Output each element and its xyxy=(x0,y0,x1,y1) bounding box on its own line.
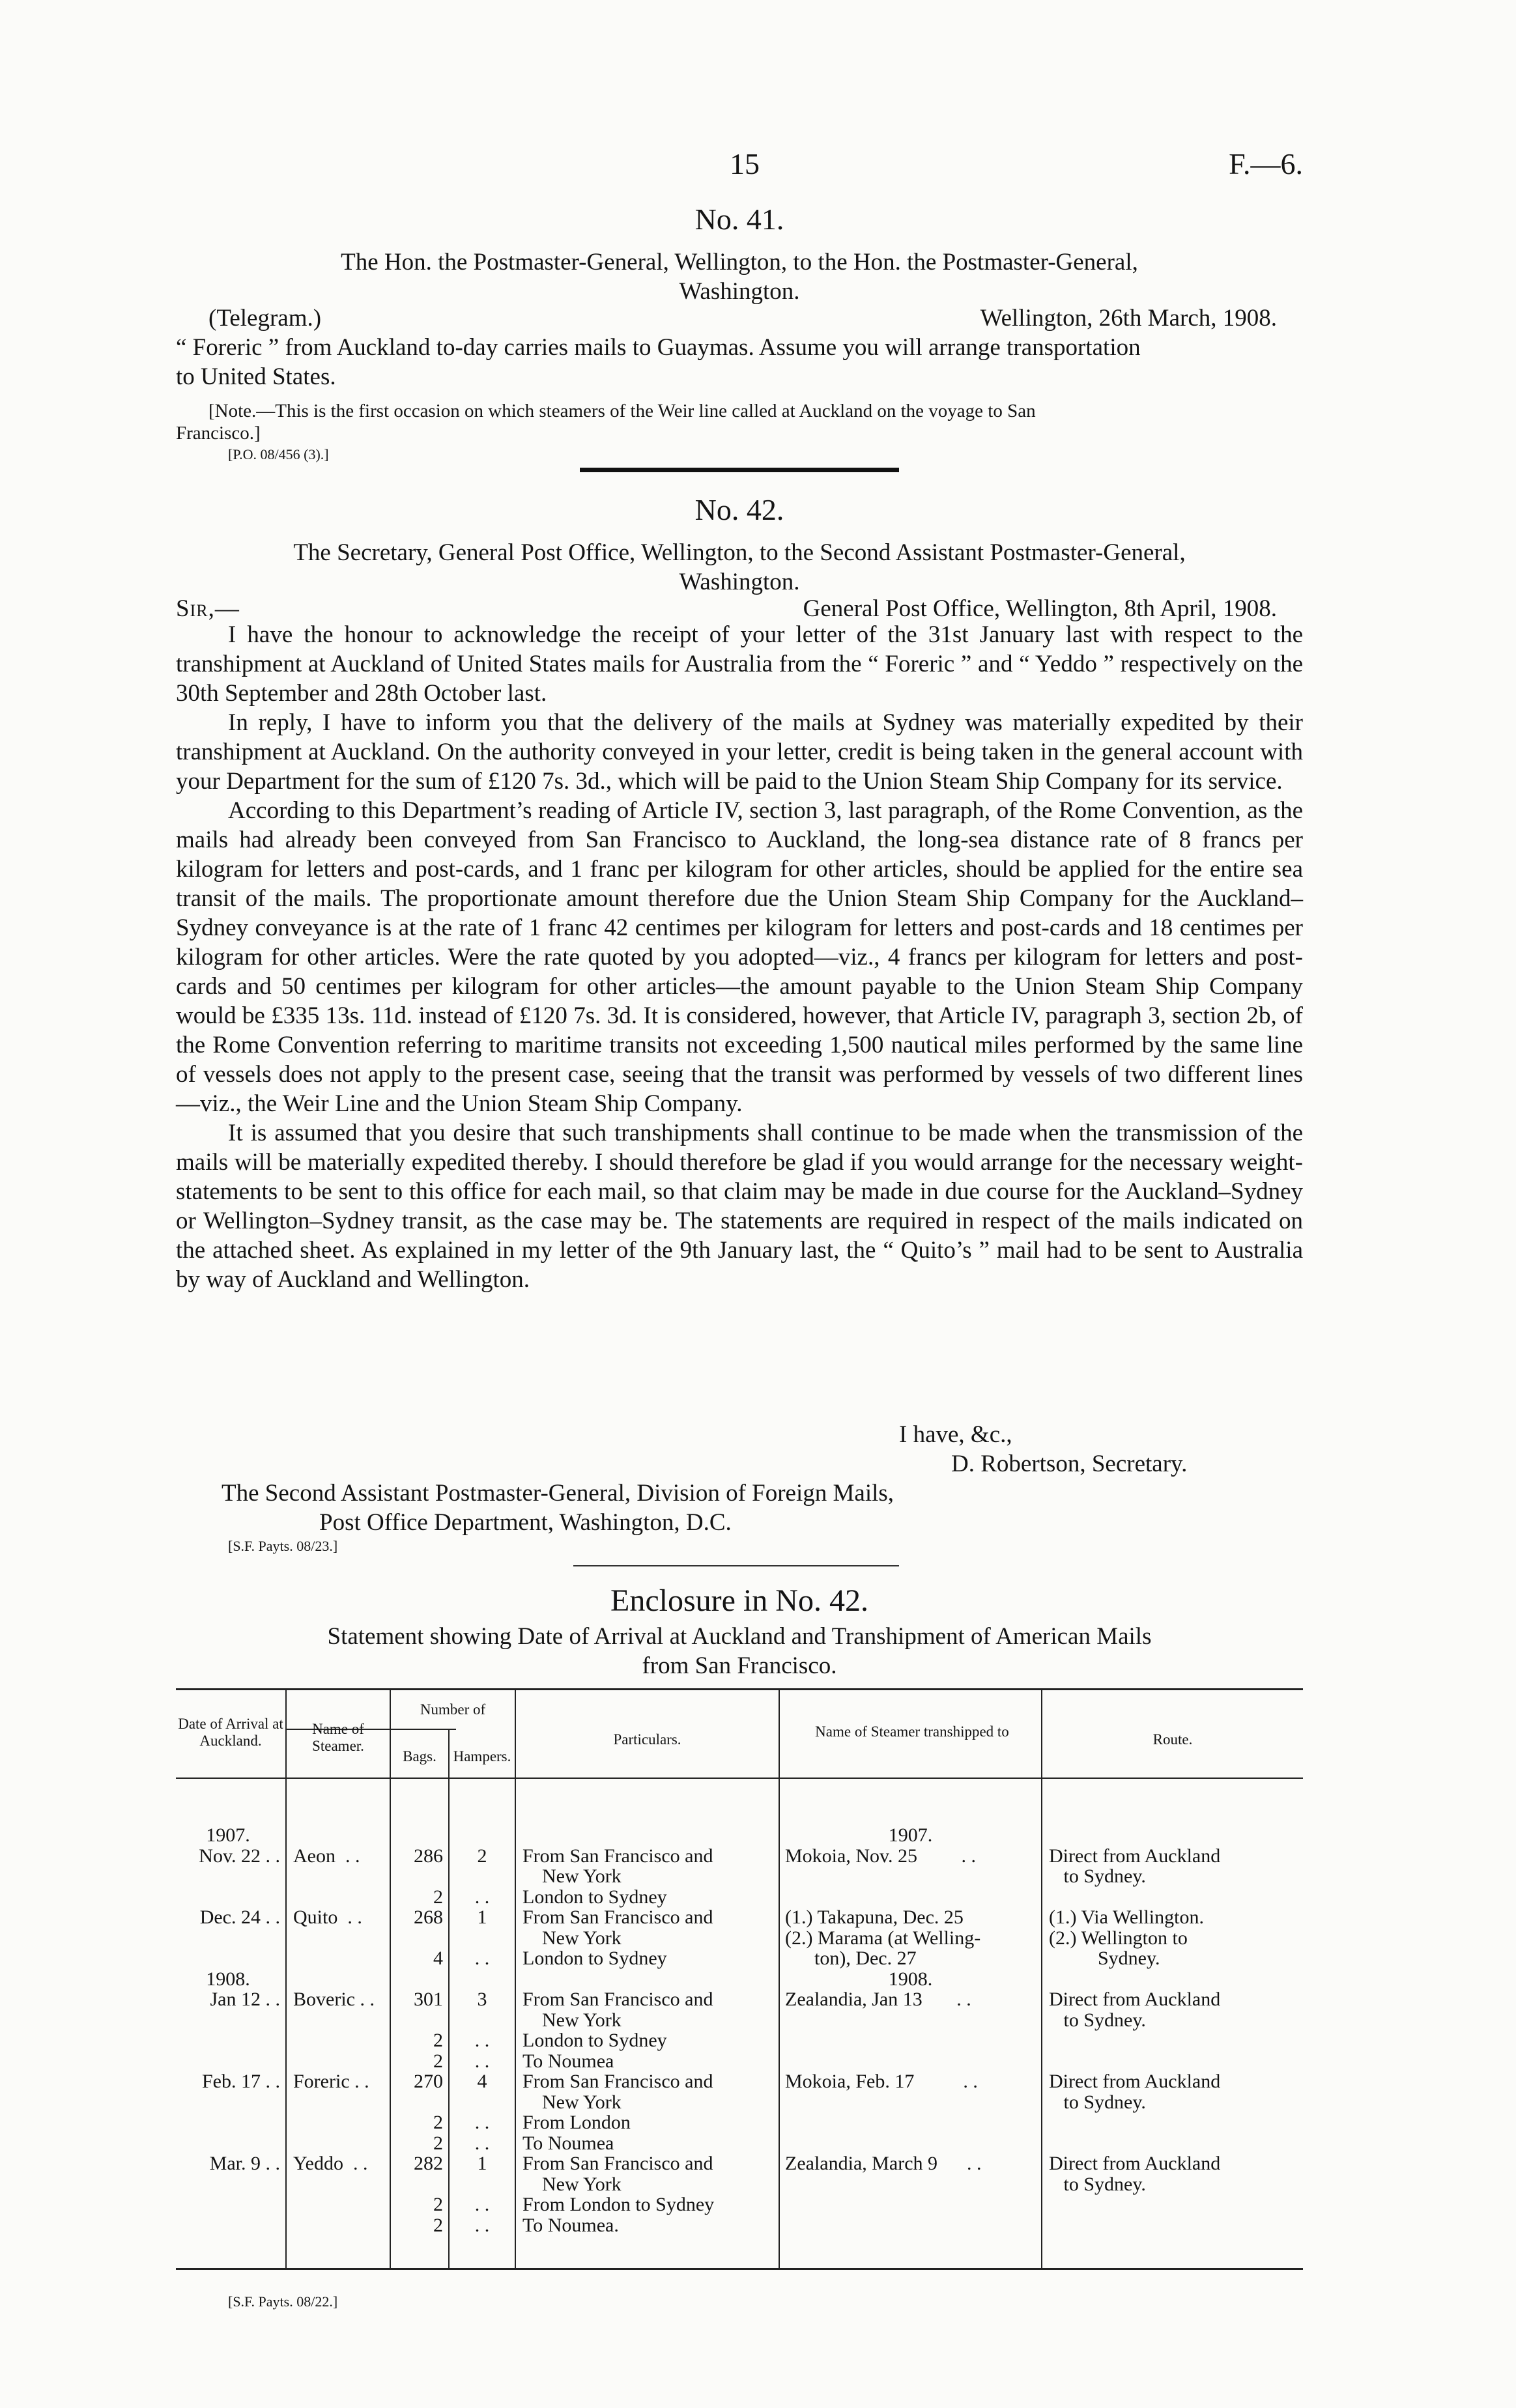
th-number-of: Number of xyxy=(420,1701,486,1718)
letter42-number: No. 42. xyxy=(694,493,784,526)
letter41-address-line2: Washington. xyxy=(679,278,800,305)
cell-steamer: Yeddo . . xyxy=(293,2153,368,2174)
letter42-paragraph-3: According to this Department’s reading of Article IV, section 3, last paragraph, of the Rome Convention, as the mails had already been conveyed from San Francisco to Auckland, the long-sea distance rate of 8 francs per kilogram for letters and post-cards, and 1 franc per kilogram for other articles, should be applied for the entire sea transit of the mails. The proportionate amount therefore due the Union Steam Ship Company for the Auckland–Sydney conveyance is at the rate of 1 franc 42 centimes per kilogram for letters and post-cards and 18 centimes per kilogram for other articles. Were the rate quoted by you adopted—viz., 4 francs per kilogram for letters and post-cards and 50 centimes per kilogram for other articles—the amount payable to the Union Steam Ship Company would be £335 13s. 11d. instead of £120 7s. 3d. It is considered, however, that Article IV, paragraph 3, section 2b, of the Rome Convention referring to maritime transits not exceeding 1,500 nautical miles performed by the same line of vessels does not apply to the present case, seeing that the transit was performed by vessels of two different lines—viz., the Weir Line and the Union Steam Ship Company. xyxy=(176,797,1303,1117)
th-bags: Bags. xyxy=(403,1748,436,1764)
col-rule xyxy=(515,1688,516,2268)
cell-route: (2.) Wellington to xyxy=(1049,1927,1188,1949)
table-bottom-rule xyxy=(176,2268,1303,2270)
letter42-recipient xyxy=(222,1479,894,1537)
cell-particulars: London to Sydney xyxy=(522,1886,667,1908)
letter41-body-line2: to United States. xyxy=(176,363,336,390)
section-divider xyxy=(580,468,899,472)
cell-route: to Sydney. xyxy=(1049,2173,1146,2195)
letter42-ref: [S.F. Payts. 08/23.] xyxy=(228,1538,338,1554)
cell-bags: 2 xyxy=(433,2050,443,2072)
letter42-closing: I have, &c., xyxy=(899,1421,1012,1448)
cell-route: Sydney. xyxy=(1049,1948,1160,1969)
cell-tranship: (2.) Marama (at Welling- xyxy=(785,1927,981,1949)
th-tranship: Name of Steamer transhipped to xyxy=(815,1723,1009,1740)
letter42-address-line2: Washington. xyxy=(679,569,800,595)
cell-particulars: From San Francisco and xyxy=(522,2071,713,2092)
letter41-note xyxy=(176,400,1303,444)
letter41-type: (Telegram.) xyxy=(208,305,322,332)
cell-date: Mar. 9 . . xyxy=(209,2153,280,2174)
letter42-paragraph-4: It is assumed that you desire that such transhipments shall continue to be made when the transmission of the mails will be materially expedited thereby. I should therefore be glad if you would arrange for the necessary weight-statements to be sent to this office for each mail, so that claim may be made in due course for the Auckland–Sydney or Wellington–Sydney transit, as the case may be. The statements are required in respect of the mails indicated on the attached sheet. As explained in my letter of the 9th January last, the “ Quito’s ” mail had to be sent to Australia by way of Auckland and Wellington. xyxy=(176,1120,1303,1293)
cell-hampers: 1 xyxy=(477,2153,487,2174)
th-steamer: Name of Steamer. xyxy=(312,1721,364,1754)
cell-tranship: (1.) Takapuna, Dec. 25 xyxy=(785,1906,964,1928)
cell-steamer: Aeon . . xyxy=(293,1845,360,1867)
cell-route: Direct from Auckland xyxy=(1049,1845,1221,1867)
cell-particulars: London to Sydney xyxy=(522,2030,667,2051)
letter41-address xyxy=(176,248,1303,306)
cell-bags: 268 xyxy=(414,1906,443,1928)
cell-hampers: 3 xyxy=(477,1989,487,2010)
letter42-recipient-line1: The Second Assistant Postmaster-General, Division of Foreign Mails, xyxy=(222,1480,894,1507)
doc-ref: F.—6. xyxy=(1229,147,1303,180)
page-number: 15 xyxy=(730,147,760,180)
letter41-ref: [P.O. 08/456 (3).] xyxy=(228,446,329,462)
cell-steamer: Boveric . . xyxy=(293,1989,375,2010)
cell-particulars: From San Francisco and xyxy=(522,1989,713,2010)
cell-particulars: To Noumea xyxy=(522,2050,614,2072)
table-top-rule xyxy=(176,1688,1303,1690)
cell-tranship: Mokoia, Nov. 25 . . xyxy=(785,1845,977,1867)
cell-bags: 282 xyxy=(414,2153,443,2174)
cell-tranship: ton), Dec. 27 xyxy=(785,1948,917,1969)
cell-route: Direct from Auckland xyxy=(1049,2071,1221,2092)
cell-steamer: Foreric . . xyxy=(293,2071,369,2092)
cell-date: 1907. xyxy=(206,1824,250,1846)
letter42-paragraph-1: I have the honour to acknowledge the receipt of your letter of the 31st January last with respect to the transhipment at Auckland of United States mails for Australia from the “ Foreric ” and “ Yeddo ” respectively on the 30th September and 28th October last. xyxy=(176,621,1303,707)
cell-bags: 286 xyxy=(414,1845,443,1867)
cell-date: Jan 12 . . xyxy=(210,1989,280,2010)
cell-particulars: To Noumea xyxy=(522,2132,614,2154)
cell-particulars: From San Francisco and xyxy=(522,1845,713,1867)
letter42-paragraph-2: In reply, I have to inform you that the delivery of the mails at Sydney was materially expedited by their transhipment at Auckland. On the authority conveyed in your letter, credit is being taken in the general account with your Department for the sum of £120 7s. 3d., which will be paid to the Union Steam Ship Company for its service. xyxy=(176,709,1303,795)
enclosure-caption-line1: Statement showing Date of Arrival at Auckland and Transhipment of American Mails xyxy=(327,1623,1152,1650)
th-hampers: Hampers. xyxy=(453,1748,511,1764)
cell-particulars: To Noumea. xyxy=(522,2214,619,2236)
letter41-note-line1: [Note.—This is the first occasion on which steamers of the Weir line called at Auckland on the voyage to San xyxy=(208,401,1036,421)
th-particulars: Particulars. xyxy=(613,1731,681,1748)
cell-hampers: . . xyxy=(474,2132,490,2154)
cell-particulars: From London to Sydney xyxy=(522,2194,715,2215)
cell-hampers: 4 xyxy=(477,2071,487,2092)
letter41-address-line1: The Hon. the Postmaster-General, Wellington, to the Hon. the Postmaster-General, xyxy=(341,249,1138,276)
cell-route: to Sydney. xyxy=(1049,1865,1146,1887)
cell-date: Dec. 24 . . xyxy=(199,1906,280,1928)
cell-particulars: New York xyxy=(522,1927,622,1949)
cell-hampers: . . xyxy=(474,2050,490,2072)
cell-bags: 2 xyxy=(433,2030,443,2051)
cell-date: Feb. 17 . . xyxy=(202,2071,280,2092)
cell-hampers: . . xyxy=(474,2030,490,2051)
section-divider-thin xyxy=(573,1565,899,1566)
enclosure-caption xyxy=(176,1622,1303,1680)
letter42-place-date: General Post Office, Wellington, 8th April, 1908. xyxy=(803,595,1277,622)
col-rule xyxy=(779,1688,780,2268)
letter41-place-date: Wellington, 26th March, 1908. xyxy=(980,305,1277,332)
cell-bags: 2 xyxy=(433,1886,443,1908)
th-date: Date of Arrival at Auckland. xyxy=(178,1716,283,1749)
cell-date: 1908. xyxy=(206,1968,250,1990)
cell-bags: 270 xyxy=(414,2071,443,2092)
letter42-salutation: Sir,— xyxy=(176,595,240,622)
cell-hampers: 1 xyxy=(477,1906,487,1928)
enclosure-ref: [S.F. Payts. 08/22.] xyxy=(228,2293,338,2310)
th-route: Route. xyxy=(1152,1731,1193,1748)
cell-tranship: 1908. xyxy=(888,1968,933,1990)
cell-bags: 301 xyxy=(414,1989,443,2010)
cell-bags: 2 xyxy=(433,2214,443,2236)
cell-route: (1.) Via Wellington. xyxy=(1049,1906,1204,1928)
letter42-recipient-line2: Post Office Department, Washington, D.C. xyxy=(319,1509,732,1536)
cell-route: to Sydney. xyxy=(1049,2009,1146,2031)
letter42-signature: D. Robertson, Secretary. xyxy=(951,1451,1188,1477)
table-header-rule xyxy=(176,1778,1303,1779)
cell-bags: 2 xyxy=(433,2194,443,2215)
cell-particulars: New York xyxy=(522,1865,622,1887)
cell-route: to Sydney. xyxy=(1049,2091,1146,2113)
cell-hampers: . . xyxy=(474,2112,490,2133)
enclosure-caption-line2: from San Francisco. xyxy=(642,1652,837,1679)
cell-bags: 2 xyxy=(433,2112,443,2133)
cell-particulars: New York xyxy=(522,2173,622,2195)
cell-tranship: Zealandia, Jan 13 . . xyxy=(785,1989,971,2010)
cell-tranship: Mokoia, Feb. 17 . . xyxy=(785,2071,978,2092)
cell-particulars: New York xyxy=(522,2091,622,2113)
cell-route: Direct from Auckland xyxy=(1049,2153,1221,2174)
cell-hampers: . . xyxy=(474,1948,490,1969)
cell-tranship: Zealandia, March 9 . . xyxy=(785,2153,982,2174)
cell-hampers: 2 xyxy=(477,1845,487,1867)
cell-hampers: . . xyxy=(474,1886,490,1908)
letter42-address-line1: The Secretary, General Post Office, Wellington, to the Second Assistant Postmaster-General, xyxy=(293,539,1186,566)
col-rule xyxy=(285,1688,287,2268)
cell-hampers: . . xyxy=(474,2194,490,2215)
cell-particulars: London to Sydney xyxy=(522,1948,667,1969)
cell-particulars: From London xyxy=(522,2112,631,2133)
cell-particulars: New York xyxy=(522,2009,622,2031)
letter41-body-line1: “ Foreric ” from Auckland to-day carries mails to Guaymas. Assume you will arrange transportation xyxy=(176,334,1141,361)
letter41-body xyxy=(176,333,1303,391)
cell-hampers: . . xyxy=(474,2214,490,2236)
cell-date: Nov. 22 . . xyxy=(199,1845,280,1867)
cell-steamer: Quito . . xyxy=(293,1906,362,1928)
cell-particulars: From San Francisco and xyxy=(522,1906,713,1928)
letter41-number: No. 41. xyxy=(694,203,784,236)
cell-tranship: 1907. xyxy=(888,1824,933,1846)
cell-bags: 4 xyxy=(433,1948,443,1969)
letter42-address xyxy=(176,538,1303,597)
cell-route: Direct from Auckland xyxy=(1049,1989,1221,2010)
cell-particulars: From San Francisco and xyxy=(522,2153,713,2174)
col-rule xyxy=(390,1688,391,2268)
enclosure-title: Enclosure in No. 42. xyxy=(610,1583,868,1618)
letter42-body xyxy=(176,620,1303,1294)
letter41-note-line2: Francisco.] xyxy=(176,423,261,444)
cell-bags: 2 xyxy=(433,2132,443,2154)
col-rule xyxy=(1041,1688,1042,2268)
